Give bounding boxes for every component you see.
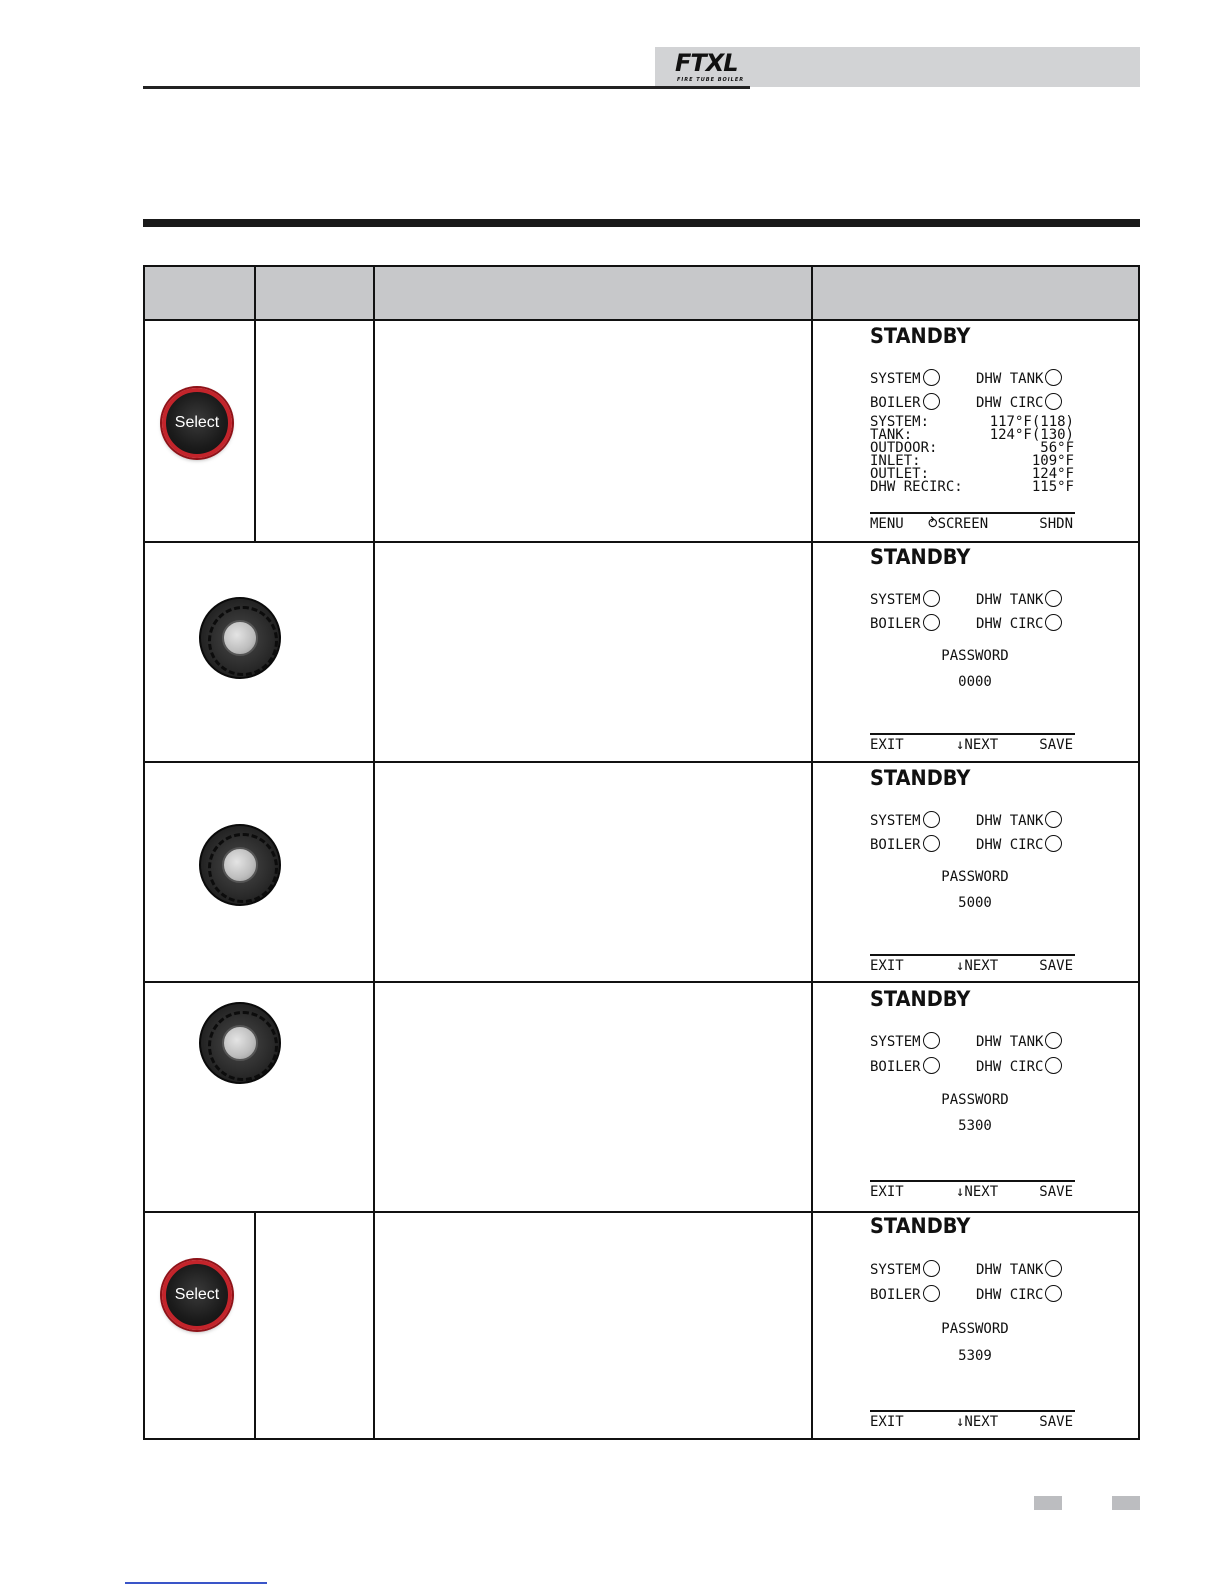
page-marker [1034,1496,1062,1510]
row-divider [145,541,1138,543]
screen-softkey[interactable]: ⥁SCREEN [928,516,989,532]
system-label: SYSTEM [870,592,921,608]
status-circle-icon [1045,1260,1062,1277]
knob-cap [222,620,258,656]
screen-title: STANDBY [870,545,971,569]
status-circle-icon [923,1032,940,1049]
rotary-knob[interactable] [199,1002,281,1084]
indicator-row [870,835,1044,853]
status-circle-icon [1045,1057,1062,1074]
next-softkey[interactable]: ↓NEXT [956,1184,999,1200]
status-circle-icon [1045,1285,1062,1302]
save-softkey[interactable]: SAVE [1039,958,1073,974]
screen-divider [870,512,1075,514]
dhw-tank-label: DHW TANK [976,1034,1044,1050]
status-circle-icon [1045,835,1062,852]
password-label: PASSWORD [941,648,1009,664]
display-screen [870,766,1085,976]
screen-title: STANDBY [870,1214,971,1238]
display-screen [870,1214,1085,1434]
header-rule [143,86,750,89]
password-label: PASSWORD [941,1092,1009,1108]
system-label: SYSTEM [870,813,921,829]
boiler-label: BOILER [870,395,921,411]
section-rule [143,219,1140,227]
exit-softkey[interactable]: EXIT [870,737,904,753]
reading-row: SYSTEM: 117°F(118) [870,414,1074,430]
next-softkey[interactable]: ↓NEXT [956,737,999,753]
row-divider [145,1211,1138,1213]
dhw-circ-label: DHW CIRC [976,837,1044,853]
password-label: PASSWORD [941,869,1009,885]
status-circle-icon [1045,393,1062,410]
status-circle-icon [1045,811,1062,828]
status-circle-icon [923,1260,940,1277]
logo-subtitle: FIRE TUBE BOILER [677,77,745,83]
status-circle-icon [923,811,940,828]
dhw-tank-label: DHW TANK [976,813,1044,829]
reading-row: DHW RECIRC: 115°F [870,479,1074,495]
save-softkey[interactable]: SAVE [1039,737,1073,753]
dhw-circ-label: DHW CIRC [976,395,1044,411]
boiler-label: BOILER [870,616,921,632]
knob-cap [222,847,258,883]
indicator-row [870,393,1044,411]
dhw-tank-label: DHW TANK [976,592,1044,608]
rotary-knob[interactable] [199,597,281,679]
row-divider [145,761,1138,763]
screen-title: STANDBY [870,987,971,1011]
header-band [655,47,1140,87]
exit-softkey[interactable]: EXIT [870,1414,904,1430]
shutdown-softkey[interactable]: SHDN [1039,516,1073,532]
footer-link-underline [125,1582,267,1584]
password-value[interactable]: 5300 [958,1118,992,1134]
indicator-row [870,1260,1044,1278]
exit-softkey[interactable]: EXIT [870,958,904,974]
reading-row: TANK: 124°F(130) [870,427,1074,443]
indicator-row [870,614,1044,632]
indicator-row [870,369,1044,387]
boiler-label: BOILER [870,1287,921,1303]
system-label: SYSTEM [870,1034,921,1050]
select-button[interactable] [162,1260,232,1330]
dhw-circ-label: DHW CIRC [976,1059,1044,1075]
screen-divider [870,1410,1075,1412]
screen-divider [870,954,1075,956]
password-value[interactable]: 5309 [958,1348,992,1364]
select-button-label: Select [174,414,220,431]
col-divider [373,267,375,1438]
logo-text: FTXL [675,49,738,77]
display-screen [870,545,1085,755]
status-circle-icon [923,590,940,607]
status-circle-icon [923,835,940,852]
select-button[interactable] [162,388,232,458]
menu-softkey[interactable]: MENU [870,516,904,532]
status-circle-icon [923,614,940,631]
system-label: SYSTEM [870,371,921,387]
password-value[interactable]: 5000 [958,895,992,911]
table-header [145,267,1138,321]
col-divider [254,321,256,542]
status-circle-icon [923,369,940,386]
reading-row: OUTDOOR: 56°F [870,440,1074,456]
status-circle-icon [923,1057,940,1074]
save-softkey[interactable]: SAVE [1039,1184,1073,1200]
password-value[interactable]: 0000 [958,674,992,690]
dhw-tank-label: DHW TANK [976,371,1044,387]
display-screen [870,324,1085,534]
reading-row: OUTLET: 124°F [870,466,1074,482]
select-button-label: Select [174,1286,220,1303]
reading-row: INLET: 109°F [870,453,1074,469]
next-softkey[interactable]: ↓NEXT [956,1414,999,1430]
indicator-row [870,1285,1044,1303]
col-divider [254,267,256,321]
status-circle-icon [1045,614,1062,631]
display-screen [870,987,1085,1202]
password-label: PASSWORD [941,1321,1009,1337]
boiler-label: BOILER [870,1059,921,1075]
save-softkey[interactable]: SAVE [1039,1414,1073,1430]
indicator-row [870,590,1044,608]
screen-title: STANDBY [870,766,971,790]
status-circle-icon [923,1285,940,1302]
indicator-row [870,1032,1044,1050]
dhw-tank-label: DHW TANK [976,1262,1044,1278]
indicator-row [870,811,1044,829]
status-circle-icon [1045,1032,1062,1049]
status-circle-icon [923,393,940,410]
status-circle-icon [1045,590,1062,607]
boiler-label: BOILER [870,837,921,853]
rotary-knob[interactable] [199,824,281,906]
brand-logo [675,49,745,83]
page-marker [1112,1496,1140,1510]
screen-divider [870,1180,1075,1182]
col-divider [811,267,813,1438]
col-divider [254,1211,256,1438]
dhw-circ-label: DHW CIRC [976,616,1044,632]
screen-divider [870,733,1075,735]
next-softkey[interactable]: ↓NEXT [956,958,999,974]
knob-cap [222,1025,258,1061]
indicator-row [870,1057,1044,1075]
screen-title: STANDBY [870,324,971,348]
status-circle-icon [1045,369,1062,386]
system-label: SYSTEM [870,1262,921,1278]
exit-softkey[interactable]: EXIT [870,1184,904,1200]
dhw-circ-label: DHW CIRC [976,1287,1044,1303]
row-divider [145,981,1138,983]
